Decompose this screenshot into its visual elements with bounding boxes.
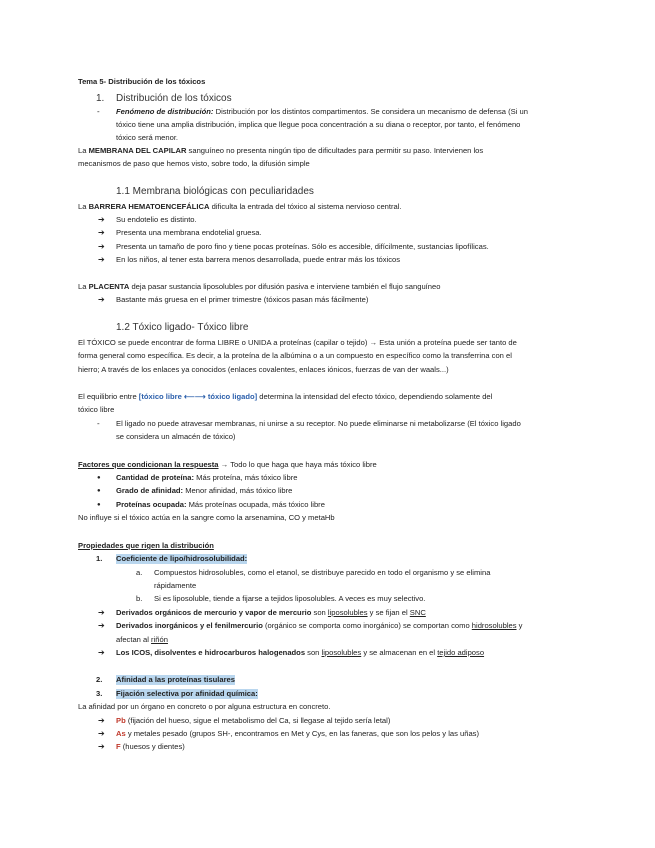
underlined-term: liposolubles bbox=[321, 648, 362, 657]
derivados-inorganicos-bold: Derivados inorgánicos y el fenilmercurio bbox=[116, 621, 263, 630]
placenta-bold: PLACENTA bbox=[88, 282, 130, 291]
prop-number-1: 1. bbox=[96, 554, 103, 563]
afinidad-note: La afinidad por un órgano en concreto o por alguna estructura en concreto. bbox=[78, 702, 331, 711]
text-segment: afectan al bbox=[116, 635, 152, 644]
derivados-inorganicos-line-1 bbox=[116, 621, 522, 631]
element-symbol: As bbox=[116, 729, 126, 738]
placenta-pre: La bbox=[78, 282, 89, 291]
ligado-line-2: se considera un almacén de tóxico) bbox=[116, 432, 236, 441]
equilibrio-line-1 bbox=[78, 392, 492, 402]
equilibrio-formula: [tóxico libre ⟵⟶ tóxico ligado] bbox=[138, 392, 258, 401]
factor-item-1 bbox=[116, 473, 297, 483]
membrana-line-2: mecanismos de paso que hemos visto, sobre todo, la difusión simple bbox=[78, 159, 310, 168]
element-text: y metales pesado (grupos SH-, encontramos en Met y Cys, en las faneras, que son los pelos y las uñas) bbox=[125, 729, 480, 738]
icos-line bbox=[116, 648, 484, 658]
derivados-organicos-bold: Derivados orgánicos de mercurio y vapor de mercurio bbox=[116, 608, 312, 617]
arrow-icon: ➔ bbox=[98, 215, 105, 224]
toxico-line-1: El TÓXICO se puede encontrar de forma LIBRE o UNIDA a proteínas (capilar o tejido) → Esta unión a proteína puede ser tanto de bbox=[78, 338, 517, 347]
sub-b-marker: b. bbox=[136, 594, 143, 603]
dash-icon: - bbox=[97, 419, 100, 428]
underlined-term: tejido adiposo bbox=[437, 648, 485, 657]
element-symbol: Pb bbox=[116, 716, 126, 725]
fenomeno-line-2: tóxico tiene una amplia distribución, implica que llegue poca concentración a su diana o receptor, por tanto, el fenómeno bbox=[116, 120, 521, 129]
bhe-post: dificulta la entrada del tóxico al sistema nervioso central. bbox=[209, 202, 402, 211]
membrana-bold: MEMBRANA DEL CAPILAR bbox=[88, 146, 187, 155]
bhe-bold: BARRERA HEMATOENCEFÁLICA bbox=[88, 202, 210, 211]
factor-label: Grado de afinidad: bbox=[116, 486, 184, 495]
text-segment: y bbox=[516, 621, 523, 630]
bhe-bullet-1: Su endotelio es distinto. bbox=[116, 215, 197, 224]
factores-heading: Factores que condicionan la respuesta bbox=[78, 460, 219, 469]
coeficiente-heading: Coeficiente de lipo/hidrosolubilidad: bbox=[116, 554, 248, 563]
text-segment: y se almacenan en el bbox=[361, 648, 438, 657]
membrana-pre: La bbox=[78, 146, 89, 155]
text-segment: son bbox=[305, 648, 322, 657]
fenomeno-line-1 bbox=[116, 107, 528, 117]
prop-number-3: 3. bbox=[96, 689, 103, 698]
sub-a-marker: a. bbox=[136, 568, 143, 577]
factor-text: Más proteína, más tóxico libre bbox=[194, 473, 298, 482]
bhe-bullet-3: Presenta un tamaño de poro fino y tiene pocas proteínas. Sólo es accesible, difícilmente, sustancias lipofílicas. bbox=[116, 242, 489, 251]
bhe-bullet-4: En los niños, al tener esta barrera menos desarrollada, puede entrar más los tóxicos bbox=[116, 255, 401, 264]
propiedades-heading: Propiedades que rigen la distribución bbox=[78, 541, 214, 550]
section-1-2-heading: 1.2 Tóxico ligado- Tóxico libre bbox=[116, 322, 249, 333]
arrow-icon: ➔ bbox=[98, 255, 105, 264]
factor-label: Cantidad de proteína: bbox=[116, 473, 195, 482]
arrow-icon: ➔ bbox=[98, 621, 105, 630]
fijacion-selectiva-heading: Fijación selectiva por afinidad química: bbox=[116, 689, 258, 698]
underlined-term: SNC bbox=[409, 608, 426, 617]
arrow-icon: ➔ bbox=[98, 608, 105, 617]
arrow-icon: ➔ bbox=[98, 729, 105, 738]
page-title: Tema 5- Distribución de los tóxicos bbox=[78, 77, 206, 86]
equilibrio-post: determina la intensidad del efecto tóxico, dependiendo solamente del bbox=[257, 392, 493, 401]
arrow-icon: ➔ bbox=[98, 742, 105, 751]
membrana-line-1 bbox=[78, 146, 483, 156]
arrow-icon: ➔ bbox=[98, 242, 105, 251]
text-segment: son bbox=[311, 608, 328, 617]
arrow-icon: ➔ bbox=[98, 228, 105, 237]
ligado-line-1: El ligado no puede atravesar membranas, ni unirse a su receptor. No puede eliminarse ni metabolizarse (El tóxico ligado bbox=[116, 419, 521, 428]
factor-text: Menor afinidad, más tóxico libre bbox=[183, 486, 293, 495]
bullet-icon: ● bbox=[97, 475, 101, 481]
element-symbol: F bbox=[116, 742, 121, 751]
underlined-term: liposolubles bbox=[327, 608, 368, 617]
section-1-heading: Distribución de los tóxicos bbox=[116, 93, 232, 104]
prop-number-2: 2. bbox=[96, 675, 103, 684]
sub-b-line: Si es liposoluble, tiende a fijarse a tejidos liposolubles. A veces es muy selectivo. bbox=[154, 594, 426, 603]
dash-icon: - bbox=[97, 107, 100, 116]
element-as-line bbox=[116, 729, 479, 739]
factores-note: No influye si el tóxico actúa en la sangre como la arsenamina, CO y metaHb bbox=[78, 513, 335, 522]
bhe-pre: La bbox=[78, 202, 89, 211]
fenomeno-label: Fenómeno de distribución: bbox=[116, 107, 214, 116]
sub-a-line-2: rápidamente bbox=[154, 581, 197, 590]
factores-heading-line bbox=[78, 460, 377, 470]
placenta-line bbox=[78, 282, 440, 292]
toxico-line-2: forma general como específica. Es decir, a la proteína de la albúmina o a un compuesto en específico como la transferrina con el bbox=[78, 351, 512, 360]
factor-text: Más proteínas ocupada, más tóxico libre bbox=[186, 500, 325, 509]
arrow-icon: ➔ bbox=[98, 295, 105, 304]
factor-item-2 bbox=[116, 486, 292, 496]
derivados-inorganicos-line-2 bbox=[116, 635, 168, 645]
element-text: (fijación del hueso, sigue el metabolismo del Ca, si llegase al tejido sería letal) bbox=[125, 716, 391, 725]
text-segment: (orgánico se comporta como inorgánico) se comportan como bbox=[262, 621, 472, 630]
fenomeno-text: Distribución por los distintos compartimentos. Se considera un mecanismo de defensa (Si un bbox=[213, 107, 528, 116]
underlined-term: riñón bbox=[151, 635, 168, 644]
placenta-bullet: Bastante más gruesa en el primer trimestre (tóxicos pasan más fácilmente) bbox=[116, 295, 369, 304]
membrana-post: sanguíneo no presenta ningún tipo de dificultades para permitir su paso. Intervienen los bbox=[186, 146, 484, 155]
bullet-icon: ● bbox=[97, 502, 101, 508]
text-segment: y se fijan el bbox=[367, 608, 410, 617]
fenomeno-line-3: tóxico será menor. bbox=[116, 133, 179, 142]
icos-bold: Los ICOS, disolventes e hidrocarburos halogenados bbox=[116, 648, 306, 657]
element-f-line bbox=[116, 742, 185, 752]
placenta-post: deja pasar sustancia liposolubles por difusión pasiva e interviene también el flujo sanguíneo bbox=[129, 282, 441, 291]
factor-label: Proteínas ocupada: bbox=[116, 500, 187, 509]
sub-a-line-1: Compuestos hidrosolubles, como el etanol, se distribuye parecido en todo el organismo y se elimina bbox=[154, 568, 491, 577]
toxico-line-3: hierro; A través de los enlaces ya conocidos (enlaces covalentes, enlaces iónicos, fuerzas de van der waals...) bbox=[78, 365, 449, 374]
equilibrio-line-2: tóxico libre bbox=[78, 405, 115, 414]
arrow-icon: ➔ bbox=[98, 716, 105, 725]
element-pb-line bbox=[116, 716, 390, 726]
afinidad-proteinas-heading: Afinidad a las proteínas tisulares bbox=[116, 675, 236, 684]
factores-heading-post: → Todo lo que haga que haya más tóxico libre bbox=[218, 460, 377, 469]
arrow-icon: ➔ bbox=[98, 648, 105, 657]
element-text: (huesos y dientes) bbox=[120, 742, 185, 751]
factor-item-3 bbox=[116, 500, 325, 510]
underlined-term: hidrosolubles bbox=[471, 621, 517, 630]
bullet-icon: ● bbox=[97, 488, 101, 494]
bhe-bullet-2: Presenta una membrana endotelial gruesa. bbox=[116, 228, 262, 237]
derivados-organicos-line bbox=[116, 608, 426, 618]
bhe-line bbox=[78, 202, 402, 212]
section-1-1-heading: 1.1 Membrana biológicas con peculiaridades bbox=[116, 186, 314, 197]
section-1-number: 1. bbox=[96, 93, 105, 104]
equilibrio-pre: El equilibrio entre bbox=[78, 392, 139, 401]
